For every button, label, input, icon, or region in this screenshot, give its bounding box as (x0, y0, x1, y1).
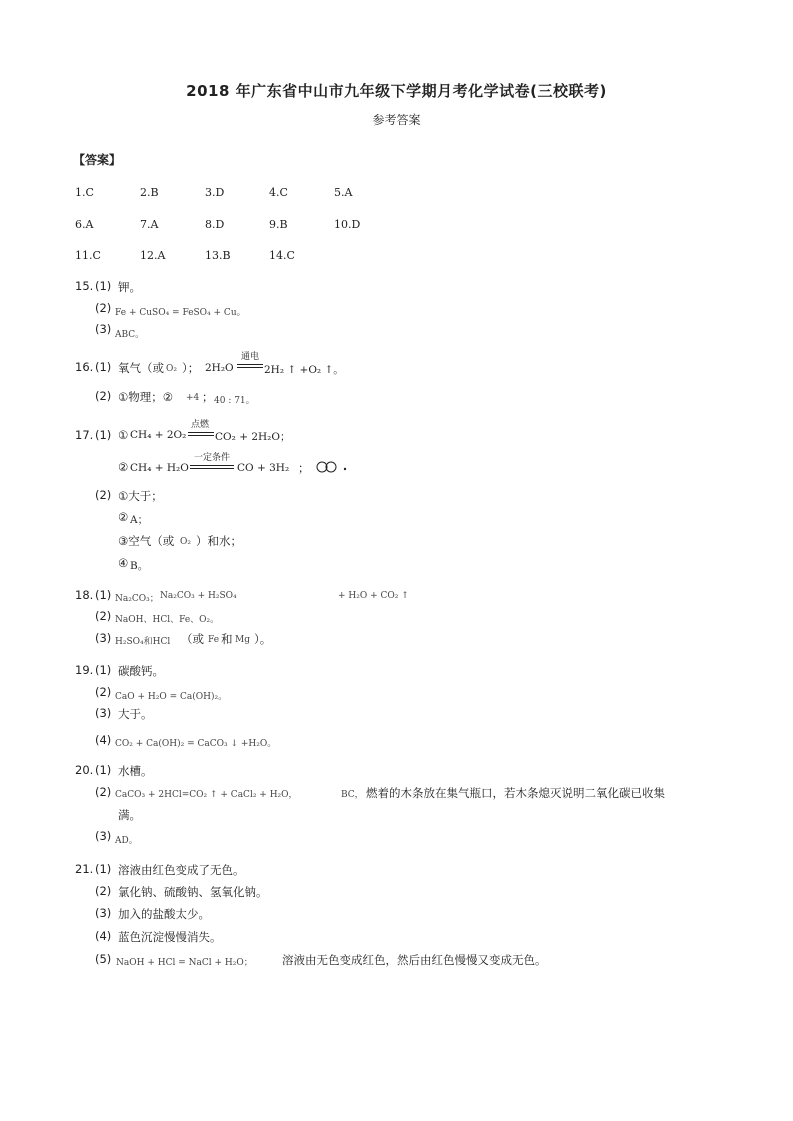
equation-left: CH₄ + 2O₂ (130, 429, 187, 441)
answer-text: H₂SO₄和HCl (115, 637, 171, 647)
answer-text: 燃着的木条放在集气瓶口，若木条熄灭说明二氧化碳已收集 (366, 786, 665, 800)
chemical-equation: NaOH + HCl = NaCl + H₂O； (116, 958, 253, 968)
reaction-condition: 点燃 (191, 420, 210, 430)
answer-text: ）； (182, 361, 200, 375)
answer-text: ③空气（或 (118, 534, 175, 548)
part-mark: (4) (95, 929, 112, 943)
part-mark: (1) (95, 862, 112, 876)
answer-text: 氧气（或 (118, 361, 164, 375)
page-title: 2018 年广东省中山市九年级下学期月考化学试卷(三校联考) (186, 82, 607, 100)
choice-answer: 6.A (75, 218, 94, 231)
choice-answer: 5.A (334, 186, 353, 199)
part-mark: (3) (95, 322, 112, 336)
chemical-equation: + H₂O + CO₂ ↑ (338, 591, 409, 601)
question-number: 21. (75, 862, 94, 876)
question-number: 15. (75, 279, 94, 293)
equation-bar (188, 435, 214, 436)
equation-bar (190, 465, 234, 466)
answer-text: 氯化钠、硫酸钠、氢氧化钠。 (118, 885, 268, 899)
choice-answer: 12.A (140, 249, 166, 262)
choice-answer: 3.D (205, 186, 225, 199)
part-mark: (2) (95, 685, 112, 699)
equation-left: CH₄ + H₂O (130, 462, 189, 474)
part-mark: (4) (95, 733, 112, 747)
equation-number: ② (118, 460, 129, 474)
question-number: 16. (75, 360, 94, 374)
part-mark: (3) (95, 706, 112, 720)
answer-text: ①大于； (118, 489, 163, 503)
answer-text: ④ (118, 556, 129, 570)
chemical-formula: Mg (235, 635, 250, 645)
answer-text: AD。 (115, 836, 138, 846)
answer-text: A； (130, 514, 149, 526)
reaction-condition: 一定条件 (194, 453, 231, 463)
answer-text: 满。 (118, 808, 141, 822)
question-number: 20. (75, 763, 94, 777)
choice-answer: 11.C (75, 249, 101, 262)
part-mark: (3) (95, 906, 112, 920)
choice-answer: 7.A (140, 218, 159, 231)
part-mark: (2) (95, 389, 112, 403)
choice-answer: 9.B (269, 218, 288, 231)
reaction-condition: 通电 (241, 352, 260, 362)
molecule-model-icon (315, 461, 351, 473)
answer-text: ② (118, 510, 129, 524)
equation-right: 2H₂ ↑ +O₂ ↑。 (264, 364, 344, 376)
part-mark: (2) (95, 609, 112, 623)
answer-text: 大于。 (118, 707, 153, 721)
chemical-formula: O₂ (166, 364, 177, 374)
choice-answer: 13.B (205, 249, 231, 262)
part-mark: (1) (95, 663, 112, 677)
part-mark: (2) (95, 884, 112, 898)
choice-answer: 8.D (205, 218, 225, 231)
answer-text: 钾。 (118, 280, 141, 294)
choice-answer: 1.C (75, 186, 94, 199)
answer-text: ①物理；② (118, 390, 174, 404)
chemical-equation: Fe + CuSO₄ = FeSO₄ + Cu。 (115, 308, 246, 318)
answer-text: 和 (221, 632, 233, 646)
answer-text: ABC。 (115, 330, 145, 340)
part-mark: (3) (95, 829, 112, 843)
page-subtitle: 参考答案 (372, 113, 421, 127)
answer-text: B。 (130, 560, 149, 572)
part-mark: (1) (95, 360, 112, 374)
answer-text: ）和水； (196, 534, 242, 548)
answer-text: 溶液由红色变成了无色。 (118, 863, 245, 877)
chemical-equation: Na₂CO₃ + H₂SO₄ (160, 591, 237, 601)
question-number: 17. (75, 428, 94, 442)
answer-text: 蓝色沉淀慢慢消失。 (118, 930, 222, 944)
part-mark: (2) (95, 301, 112, 315)
choice-answer: 10.D (334, 218, 361, 231)
equation-number: ① (118, 428, 129, 442)
equation-bar (188, 432, 214, 433)
choice-answer: 4.C (269, 186, 288, 199)
chemical-formula: O₂ (180, 537, 191, 547)
part-mark: (3) (95, 631, 112, 645)
question-number: 18. (75, 588, 94, 602)
part-mark: (2) (95, 785, 112, 799)
choice-answer: 14.C (269, 249, 295, 262)
ratio: 40 : 71。 (214, 396, 255, 406)
equation-bar (237, 364, 263, 365)
answer-text: 水槽。 (118, 764, 153, 778)
equation-bar (237, 367, 263, 368)
part-mark: (1) (95, 428, 112, 442)
answer-text: （或 (181, 632, 204, 646)
section-label: 【答案】 (73, 153, 122, 167)
chemical-equation: CaCO₃ + 2HCl=CO₂ ↑ + CaCl₂ + H₂O， (115, 790, 298, 800)
valence: +4 (186, 393, 200, 403)
equation-left: 2H₂O (205, 362, 234, 374)
answer-text: 碳酸钙。 (118, 664, 164, 678)
answer-text: BC， (341, 790, 364, 800)
part-mark: (5) (95, 952, 112, 966)
chemical-formula: Na₂CO₃； (115, 594, 159, 604)
answer-text: 加入的盐酸太少。 (118, 907, 210, 921)
chemical-formula: Fe (208, 635, 220, 645)
part-mark: (1) (95, 588, 112, 602)
answer-text: ）。 (254, 632, 272, 646)
choice-answer: 2.B (140, 186, 159, 199)
chemical-equation: CO₂ + Ca(OH)₂ = CaCO₃ ↓ +H₂O。 (115, 739, 277, 749)
equation-right: CO + 3H₂ (237, 462, 290, 474)
answer-text: NaOH、HCl、Fe、O₂。 (115, 615, 220, 625)
equation-bar (190, 468, 234, 469)
equation-right: CO₂ + 2H₂O； (215, 431, 291, 443)
question-number: 19. (75, 663, 94, 677)
chemical-equation: CaO + H₂O = Ca(OH)₂。 (115, 692, 228, 702)
part-mark: (2) (95, 488, 112, 502)
part-mark: (1) (95, 279, 112, 293)
answer-text: ； (298, 461, 310, 475)
answer-text: ； (202, 390, 214, 404)
answer-text: 溶液由无色变成红色，然后由红色慢慢又变成无色。 (282, 953, 547, 967)
part-mark: (1) (95, 763, 112, 777)
